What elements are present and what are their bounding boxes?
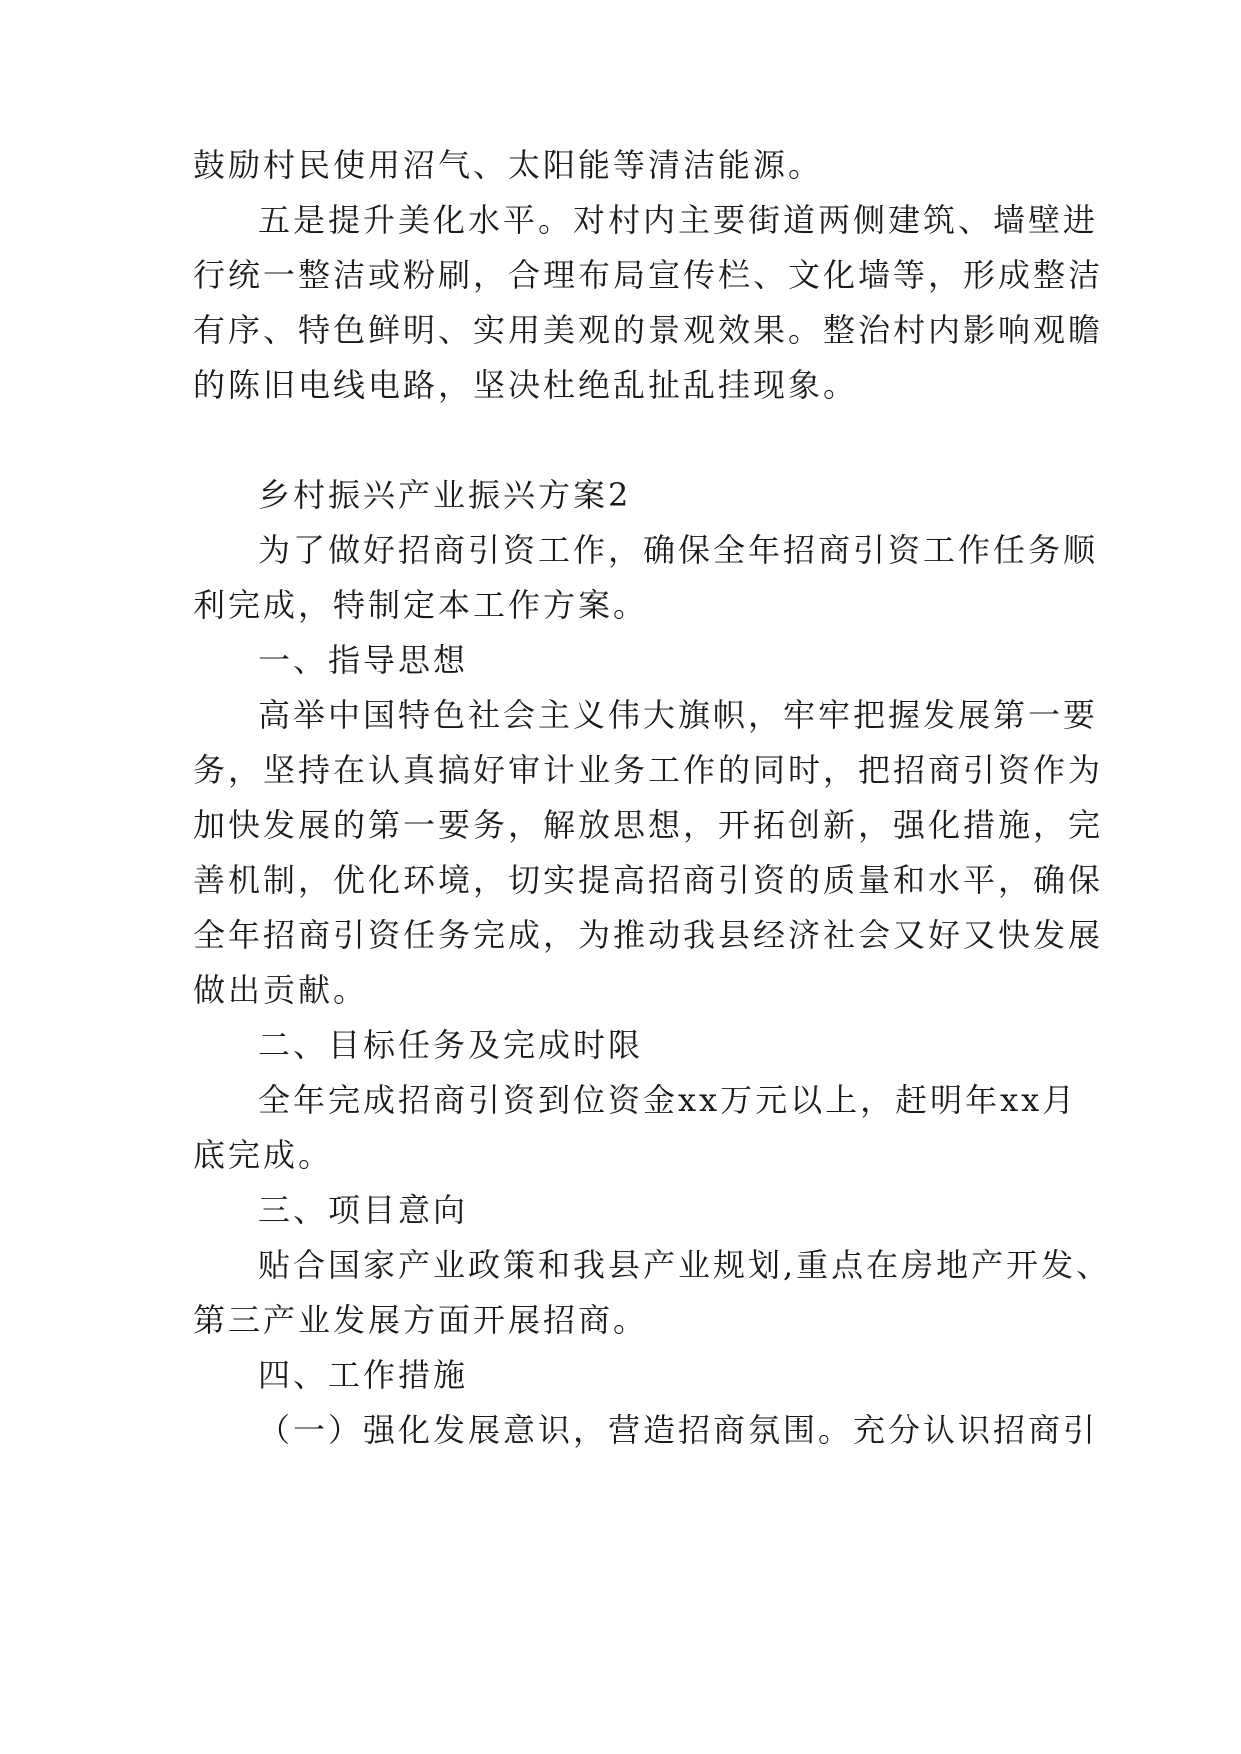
text-line: 第三产业发展方面开展招商。 — [193, 1301, 649, 1339]
text-line: 全年招商引资任务完成，为推动我县经济社会又好又快发展 — [193, 916, 1104, 954]
text-line: 利完成，特制定本工作方案。 — [193, 586, 649, 624]
paragraph-start: 贴合国家产业政策和我县产业规划,重点在房地产开发、 — [258, 1246, 1112, 1284]
text-line: 务，坚持在认真搞好审计业务工作的同时，把招商引资作为 — [193, 751, 1104, 789]
text-line: 做出贡献。 — [193, 971, 369, 1009]
paragraph-start: 全年完成招商引资到位资金xx万元以上，赶明年xx月 — [258, 1081, 1078, 1119]
heading: 一、指导思想 — [258, 641, 469, 679]
heading: 三、项目意向 — [258, 1191, 469, 1229]
heading: 二、目标任务及完成时限 — [258, 1026, 644, 1064]
text-line: 鼓励村民使用沼气、太阳能等清洁能源。 — [193, 146, 824, 184]
paragraph-start: （一）强化发展意识，营造招商氛围。充分认识招商引 — [258, 1411, 1099, 1449]
text-line: 的陈旧电线电路，坚决杜绝乱扯乱挂现象。 — [193, 366, 859, 404]
paragraph-start: 高举中国特色社会主义伟大旗帜，牢牢把握发展第一要 — [258, 696, 1099, 734]
text-line: 行统一整洁或粉刷，合理布局宣传栏、文化墙等，形成整洁 — [193, 256, 1104, 294]
paragraph-start: 五是提升美化水平。对村内主要街道两侧建筑、墙壁进 — [258, 201, 1099, 239]
heading: 四、工作措施 — [258, 1356, 469, 1394]
paragraph-start: 为了做好招商引资工作，确保全年招商引资工作任务顺 — [258, 531, 1099, 569]
text-line: 有序、特色鲜明、实用美观的景观效果。整治村内影响观瞻 — [193, 311, 1104, 349]
text-line: 加快发展的第一要务，解放思想，开拓创新，强化措施，完 — [193, 806, 1104, 844]
text-line: 善机制，优化环境，切实提高招商引资的质量和水平，确保 — [193, 861, 1104, 899]
section-title: 乡村振兴产业振兴方案2 — [258, 476, 632, 514]
text-line: 底完成。 — [193, 1136, 334, 1174]
